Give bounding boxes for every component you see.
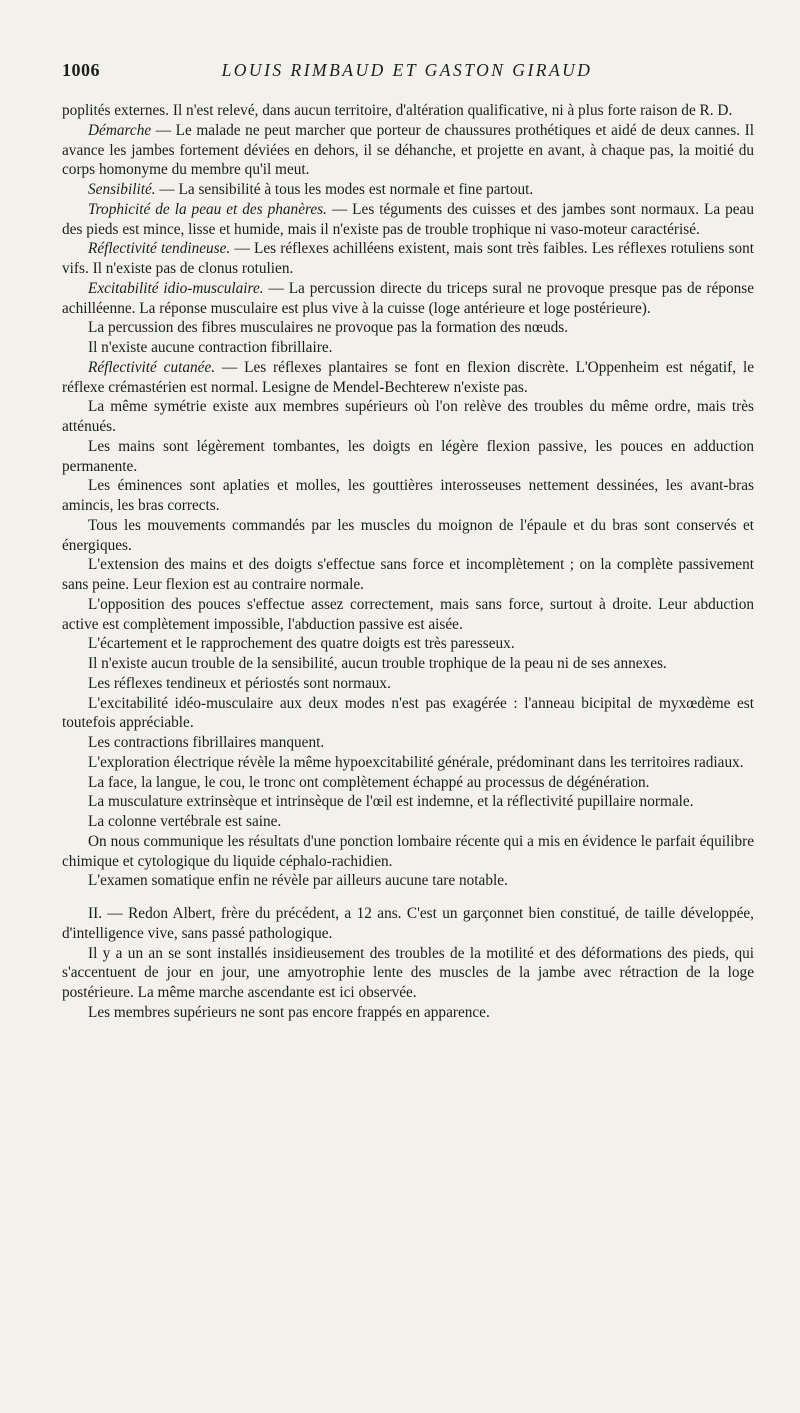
paragraph [62, 437, 754, 477]
paragraph-text: L'exploration électrique révèle la même hypoexcitabilité générale, prédominant dans les territoires radiaux. [88, 753, 744, 771]
paragraph [62, 634, 754, 654]
paragraph [62, 318, 754, 338]
paragraph-text: — Les réflexes plantaires se font en flexion discrète. L'Oppenheim est négatif, le réflexe crémastérien est normal. Lesigne de Mendel-Bechterew n'existe pas. [62, 358, 754, 396]
paragraph-text: Les mains sont légèrement tombantes, les doigts en légère flexion passive, les pouces en adduction permanente. [62, 437, 754, 475]
paragraph-text: Les réflexes tendineux et périostés sont normaux. [88, 674, 391, 692]
paragraph-text: La même symétrie existe aux membres supérieurs où l'on relève des troubles du même ordre, mais très atténués. [62, 398, 754, 435]
body-text [62, 101, 754, 1023]
paragraph [62, 338, 754, 358]
paragraph-text: — La percussion directe du triceps sural ne provoque presque pas de réponse achilléenne. La réponse musculaire est plus vive à la cuisse (loge antérieure et loge postérieure). [62, 279, 754, 317]
paragraph-text: La musculature extrinsèque et intrinsèque de l'œil est indemne, et la réflectivité pupillaire normale. [88, 793, 694, 811]
paragraph-text: — La sensibilité à tous les modes est normale et fine partout. [155, 181, 534, 198]
paragraph [62, 239, 754, 279]
paragraph-label: Trophicité de la peau et des phanères. [88, 200, 327, 218]
paragraph-text: La face, la langue, le cou, le tronc ont complètement échappé au processus de dégénération. [88, 773, 650, 791]
paragraph-text: La colonne vertébrale est saine. [88, 813, 282, 830]
paragraph-text: L'extension des mains et des doigts s'effectue sans force et incomplètement ; on la complète passivement sans peine. Leur flexion est au contraire normale. [62, 556, 754, 593]
paragraph [62, 595, 754, 635]
paragraph [62, 812, 754, 832]
paragraph-text: L'examen somatique enfin ne révèle par ailleurs aucune tare notable. [88, 872, 508, 890]
paragraph [62, 944, 754, 1003]
paragraph-label: Réflectivité cutanée. [88, 358, 216, 376]
paragraph-text: II. — Redon Albert, frère du précédent, a 12 ans. C'est un garçonnet bien constitué, de taille développée, d'intelligence vive, sans passé pathologique. [62, 905, 754, 942]
paragraph [62, 279, 754, 319]
paragraph-label: Excitabilité idio-musculaire. [88, 279, 264, 297]
paragraph [62, 397, 754, 437]
page-header [62, 60, 754, 86]
paragraph-text: — Les téguments des cuisses et des jambes sont normaux. La peau des pieds est mince, lisse et humide, mais il n'existe pas de trouble trophique ni vaso-moteur caractérisé. [62, 200, 754, 238]
paragraph-text: Les éminences sont aplaties et molles, les gouttières interosseuses nettement dessinées, les avant-bras amincis, les bras corrects. [62, 477, 754, 514]
paragraph-label: Sensibilité. [88, 181, 156, 198]
paragraph [62, 792, 754, 812]
paragraph-text: poplités externes. Il n'est relevé, dans aucun territoire, d'altération qualificative, ni à plus forte raison de R. D. [62, 102, 733, 119]
paragraph [62, 832, 754, 872]
paragraph-text: Les membres supérieurs ne sont pas encore frappés en apparence. [88, 1003, 490, 1021]
paragraph-text: Les contractions fibrillaires manquent. [88, 734, 325, 751]
paragraph-label: Réflectivité tendineuse. [88, 240, 231, 258]
paragraph [62, 904, 754, 944]
paragraph [62, 1003, 754, 1023]
paragraph-text: Il n'existe aucun trouble de la sensibilité, aucun trouble trophique de la peau ni de ses annexes. [88, 655, 667, 672]
paragraph [62, 871, 754, 891]
paragraph [62, 555, 754, 595]
paragraph [62, 694, 754, 734]
paragraph [62, 180, 754, 200]
paragraph [62, 516, 754, 556]
paragraph-text: Il y a un an se sont installés insidieusement des troubles de la motilité et des déformations des pieds, qui s'accentuent de jour en jour, une amyotrophie lente des muscles de la jambe avec rétraction de la loge postérieure. La même marche ascendante est ici observée. [62, 944, 754, 1001]
paragraph-text: — Le malade ne peut marcher que porteur de chaussures prothétiques et aidé de deux cannes. Il avance les jambes fortement déviées en dehors, il se déhanche, et projette en avant, à chaque pas, la moitié du corps homonyme du membre qu'il meut. [62, 121, 754, 179]
paragraph [62, 101, 754, 121]
running-title: LOUIS RIMBAUD ET GASTON GIRAUD [221, 60, 593, 80]
paragraph-text: L'excitabilité idéo-musculaire aux deux modes n'est pas exagérée : l'anneau bicipital de myxœdème est toutefois appréciable. [62, 694, 754, 732]
paragraph [62, 121, 754, 180]
paragraph [62, 733, 754, 753]
paragraph [62, 476, 754, 516]
paragraph [62, 753, 754, 773]
paragraph-label: Démarche [88, 121, 152, 139]
paragraph-text: — Les réflexes achilléens existent, mais sont très faibles. Les réflexes rotuliens sont vifs. Il n'existe pas de clonus rotulien. [62, 240, 754, 277]
paragraph [62, 200, 754, 240]
paragraph-text: L'opposition des pouces s'effectue assez correctement, mais sans force, surtout à droite. Leur abduction active est complètement impossible, l'abduction passive est aisée. [62, 595, 754, 633]
paragraph-text: Tous les mouvements commandés par les muscles du moignon de l'épaule et du bras sont conservés et énergiques. [62, 516, 754, 554]
paragraph [62, 358, 754, 398]
paragraph-text: L'écartement et le rapprochement des quatre doigts est très paresseux. [88, 635, 515, 653]
paragraph-text: La percussion des fibres musculaires ne provoque pas la formation des nœuds. [88, 319, 569, 337]
paragraph [62, 773, 754, 793]
paragraph-text: On nous communique les résultats d'une ponction lombaire récente qui a mis en évidence le parfait équilibre chimique et cytologique du liquide céphalo-rachidien. [62, 832, 754, 870]
paragraph-text: Il n'existe aucune contraction fibrillaire. [88, 339, 333, 356]
paragraph [62, 674, 754, 694]
paragraph [62, 654, 754, 674]
page-number: 1006 [62, 60, 100, 80]
